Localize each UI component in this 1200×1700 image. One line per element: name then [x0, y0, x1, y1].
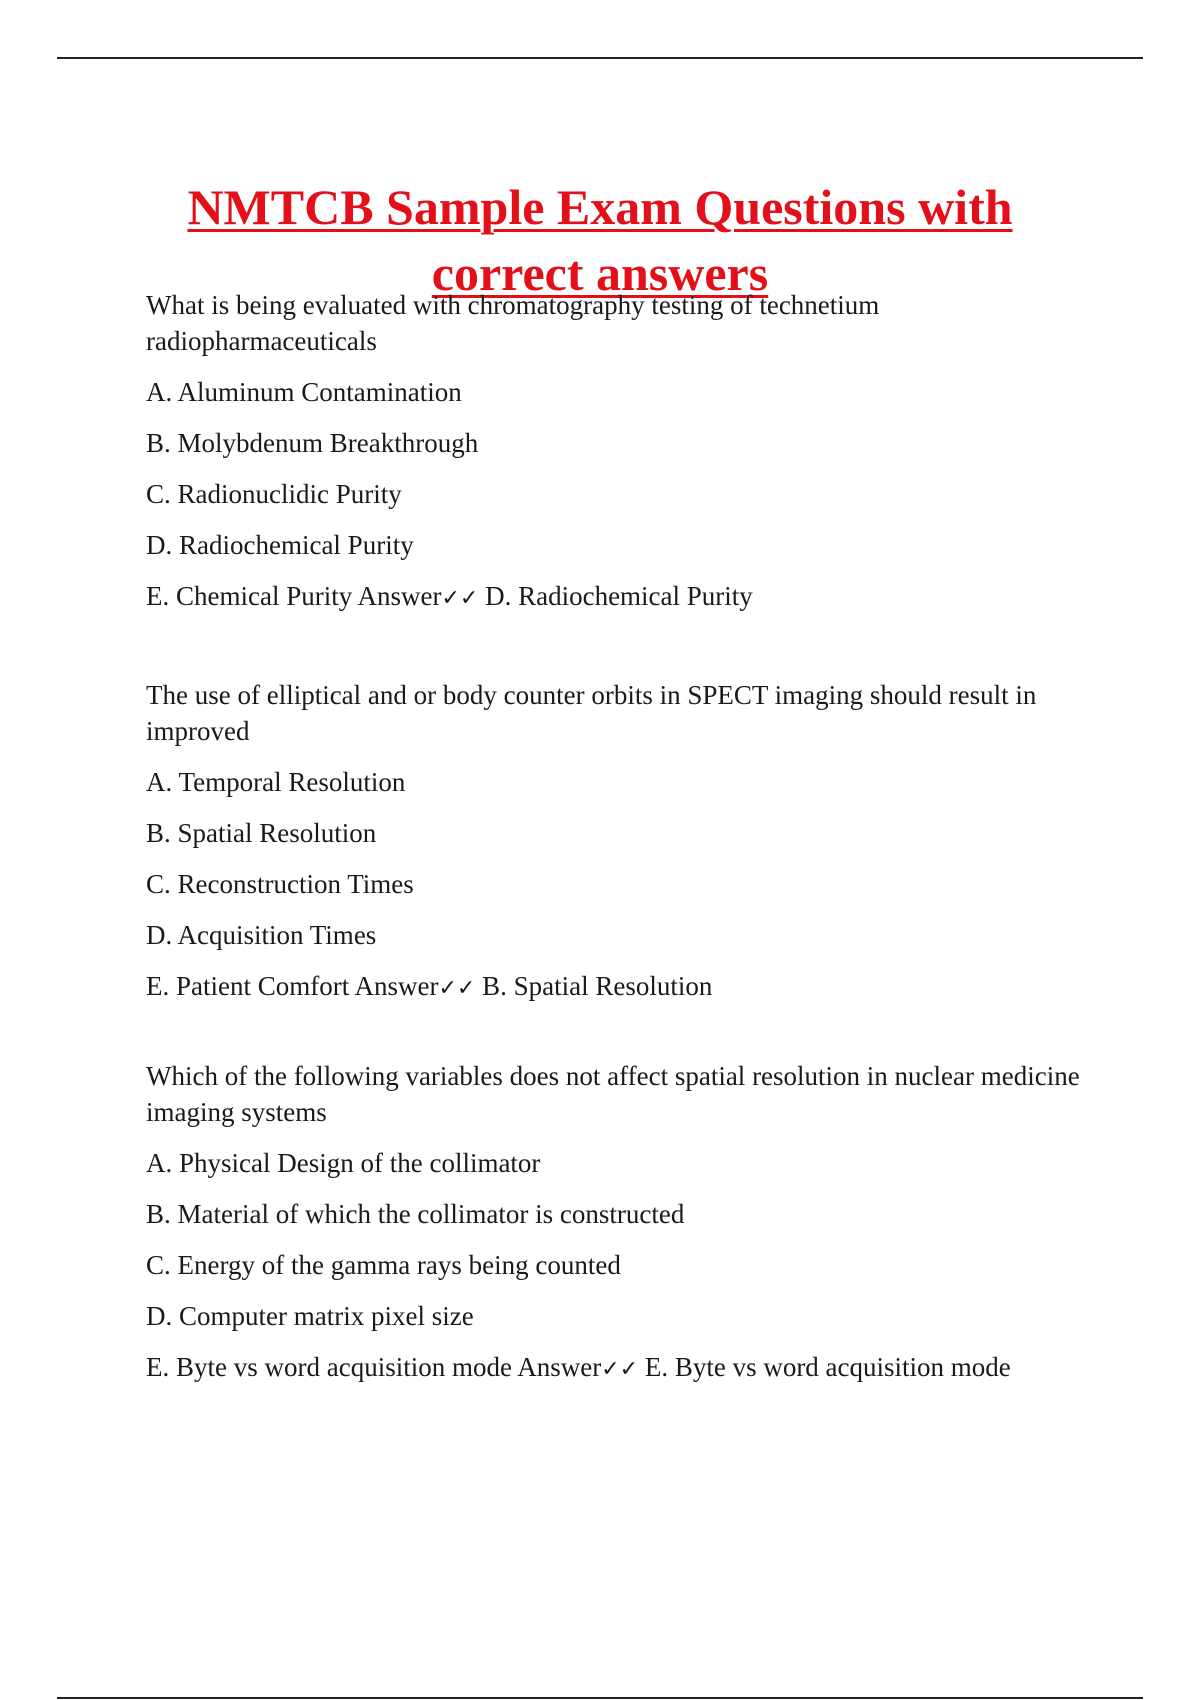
correct-answer: B. Spatial Resolution [482, 971, 713, 1001]
option-a: A. Physical Design of the collimator [146, 1148, 541, 1178]
option-b: B. Material of which the collimator is constructed [146, 1199, 685, 1229]
question-text: The use of elliptical and or body counter orbits in SPECT imaging should result in improved [146, 680, 1037, 746]
question-text: Which of the following variables does not affect spatial resolution in nuclear medicine imaging systems [146, 1061, 1080, 1127]
question-block [146, 287, 1096, 617]
page-title [0, 174, 1200, 306]
option-e: E. Byte vs word acquisition mode Answer [146, 1352, 602, 1382]
title-line-2: correct answers [431, 244, 769, 301]
option-a: A. Aluminum Contamination [146, 377, 462, 407]
option-c: C. Energy of the gamma rays being counted [146, 1250, 621, 1280]
question-list [146, 287, 1096, 1388]
option-e: E. Chemical Purity Answer [146, 581, 442, 611]
correct-answer: D. Radiochemical Purity [485, 581, 753, 611]
option-e-with-answer [146, 968, 1096, 1007]
question-text: What is being evaluated with chromatography testing of technetium radiopharmaceuticals [146, 290, 880, 356]
checkmark-icon: ✓✓ [441, 586, 479, 611]
correct-answer: E. Byte vs word acquisition mode [644, 1352, 1011, 1382]
footer-rule [57, 1697, 1143, 1699]
title-line-1: NMTCB Sample Exam Questions with [187, 178, 1013, 235]
option-d: D. Computer matrix pixel size [146, 1301, 474, 1331]
checkmark-icon: ✓✓ [601, 1357, 639, 1382]
checkmark-icon: ✓✓ [438, 976, 476, 1001]
option-c: C. Radionuclidic Purity [146, 479, 402, 509]
option-a: A. Temporal Resolution [146, 767, 406, 797]
option-c: C. Reconstruction Times [146, 869, 414, 899]
option-d: D. Acquisition Times [146, 920, 377, 950]
question-block [146, 1058, 1096, 1388]
option-e-with-answer [146, 1349, 1096, 1388]
option-b: B. Spatial Resolution [146, 818, 377, 848]
option-d: D. Radiochemical Purity [146, 530, 414, 560]
option-e: E. Patient Comfort Answer [146, 971, 439, 1001]
header-rule [57, 57, 1143, 59]
option-b: B. Molybdenum Breakthrough [146, 428, 479, 458]
question-block [146, 677, 1096, 1007]
option-e-with-answer [146, 578, 1096, 617]
